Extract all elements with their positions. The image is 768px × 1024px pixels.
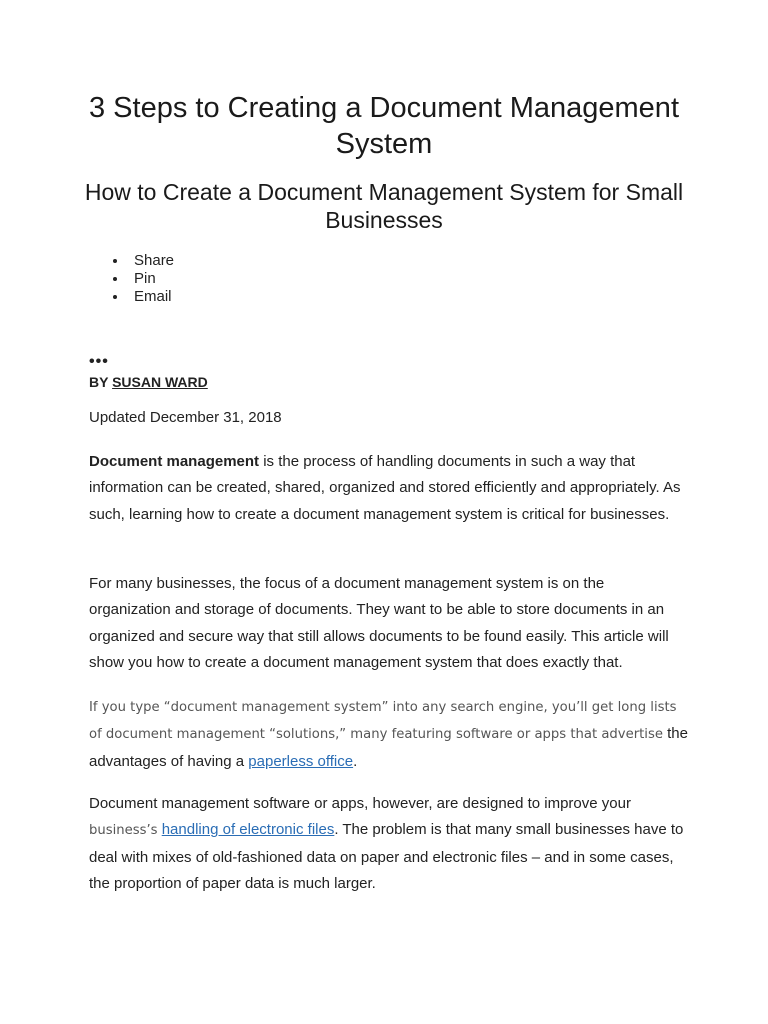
updated-date: Updated December 31, 2018 [89,409,282,426]
paragraph-4 [89,791,689,897]
more-options-icon[interactable]: ••• [89,353,109,370]
bold-term: Document management [89,453,260,470]
share-item-email[interactable]: Email [110,288,174,306]
paragraph-3-post: . [353,752,358,770]
paperless-office-link[interactable]: paperless office [248,752,354,770]
byline [89,373,208,391]
article-title: 3 Steps to Creating a Document Management System [89,92,679,160]
paragraph-4-post: . The problem is that many small businesses have to deal with mixes of old-fashioned data on paper and electronic files – and in some cases, the proportion of paper data is much larger. [89,821,684,892]
paragraph-4-pre: Document management software or apps, however, are designed to improve your [89,795,631,812]
article-subtitle: How to Create a Document Management System for Small Businesses [84,179,684,233]
electronic-files-link[interactable]: handling of electronic files [161,821,335,839]
share-item-pin[interactable]: Pin [110,270,174,288]
share-item-share[interactable]: Share [110,252,174,270]
paragraph-1-text: is the process of handling documents in such a way that information can be created, shared, organized and stored efficiently and appropriately. As such, learning how to create a document management system is critical for businesses. [89,453,681,523]
paragraph-1 [89,449,689,528]
author-link[interactable]: SUSAN WARD [112,374,208,390]
paragraph-3-pre: the advantages of having a [89,725,688,770]
paragraph-4-grey-text: business’s [89,823,158,839]
paragraph-3-grey-text: If you type “document management system” into any search engine, you’ll get long lists of document management “solutions,” many featuring software or apps that advertise [89,700,677,743]
paragraph-3 [89,694,689,775]
byline-prefix: BY [89,374,113,390]
paragraph-2: For many businesses, the focus of a document management system is on the organization and storage of documents. They want to be able to store documents in an organized and secure way that still allows documents to be found easily. This article will show you how to create a document management system that does exactly that. [89,575,669,671]
share-list [110,252,174,306]
